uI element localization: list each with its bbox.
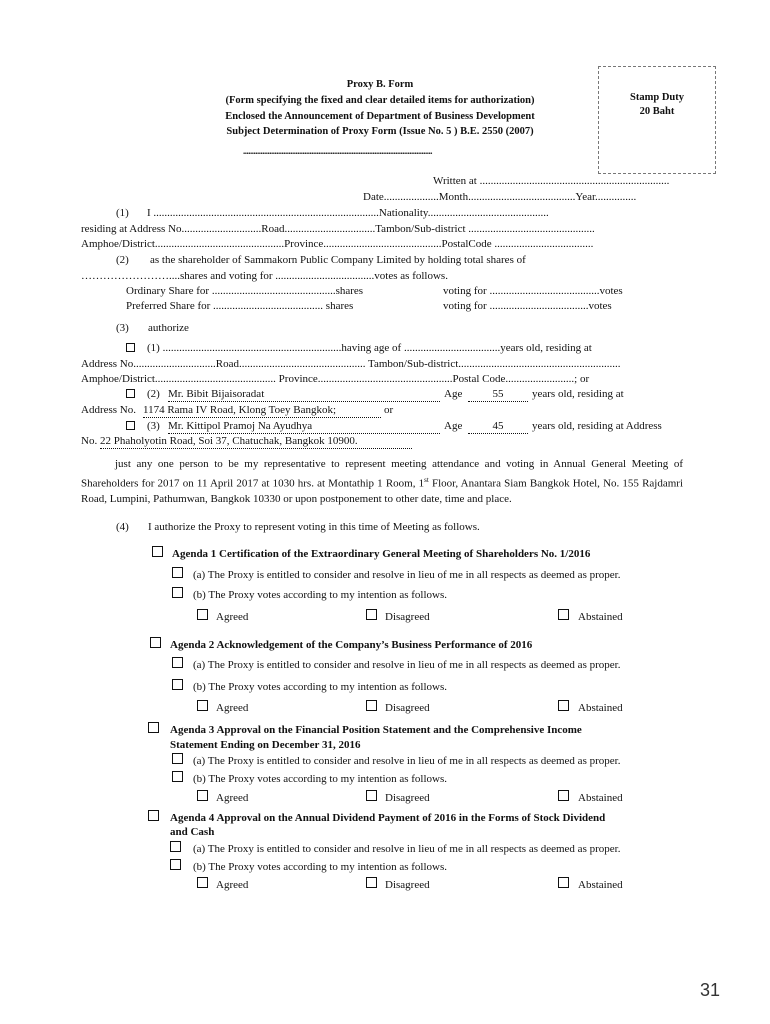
agenda4-disagreed-label: Disagreed [385, 879, 430, 891]
agenda3-option-a-checkbox[interactable] [172, 753, 183, 764]
agenda2-disagreed-checkbox[interactable] [366, 700, 377, 711]
authorize-label: authorize [148, 322, 189, 334]
meeting-paragraph [81, 457, 683, 508]
agenda3-option-a: (a) The Proxy is entitled to consider and resolve in lieu of me in all respects as deemed as proper. [193, 755, 621, 767]
agenda4-title: Agenda 4 Approval on the Annual Dividend Payment of 2016 in the Forms of Stock Dividend [170, 812, 606, 824]
item1-number: (1) [116, 207, 129, 219]
agenda1-checkbox[interactable] [152, 546, 163, 557]
item2-number: (2) [116, 254, 129, 266]
agenda1-disagreed-label: Disagreed [385, 611, 430, 623]
agenda4-checkbox[interactable] [148, 810, 159, 821]
agenda2-disagreed-label: Disagreed [385, 702, 430, 714]
proxy3-address-label: No. [81, 435, 98, 447]
proxy2-age: 55 [468, 387, 528, 402]
agenda2-option-a-checkbox[interactable] [172, 657, 183, 668]
item4-text: I authorize the Proxy to represent voting in this time of Meeting as follows. [148, 521, 480, 533]
item4-number: (4) [116, 521, 129, 533]
agenda3-option-b-checkbox[interactable] [172, 771, 183, 782]
agenda4-disagreed-checkbox[interactable] [366, 877, 377, 888]
agenda4-abstained-label: Abstained [578, 879, 623, 891]
agenda4-title-line2: and Cash [170, 826, 215, 838]
agenda2-checkbox[interactable] [150, 637, 161, 648]
proxy3-age-label: Age [444, 420, 463, 432]
agenda2-abstained-label: Abstained [578, 702, 623, 714]
proxy2-checkbox[interactable] [126, 389, 135, 398]
agenda4-option-b: (b) The Proxy votes according to my intention as follows. [193, 861, 447, 873]
agenda1-agreed-label: Agreed [216, 611, 249, 623]
shareholder-address-field[interactable]: residing at Address No.............................Road.................................Tambon/Sub-district .............................................. [81, 223, 595, 235]
agenda3-disagreed-label: Disagreed [385, 792, 430, 804]
item2-line1: as the shareholder of Sammakorn Public Company Limited by holding total shares of [150, 254, 526, 266]
agenda3-abstained-label: Abstained [578, 792, 623, 804]
agenda3-checkbox[interactable] [148, 722, 159, 733]
ordinary-vote-field[interactable]: voting for ........................................votes [443, 285, 623, 297]
agenda2-abstained-checkbox[interactable] [558, 700, 569, 711]
proxy1-name-field[interactable]: (1) .................................................................having age of ...................................years old, residing at [147, 342, 592, 354]
stamp-duty-box [598, 66, 716, 174]
proxy2-age-suffix: years old, residing at [532, 388, 624, 400]
shareholder-name-field[interactable]: I ..................................................................................Nationality............................................ [147, 207, 549, 219]
proxy1-address-field[interactable]: Address No..............................Road.............................................. Tambon/Sub-district........................................................... [81, 358, 621, 370]
meeting-paragraph-sup: st [424, 475, 429, 484]
stamp-duty-amount: 20 Baht [639, 106, 675, 117]
proxy3-address: 22 Phaholyotin Road, Soi 37, Chatuchak, Bangkok 10900. [100, 434, 412, 449]
proxy1-amphoe-field[interactable]: Amphoe/District............................................ Province.................................................Postal Code.........................; or [81, 373, 590, 385]
form-subtitle: (Form specifying the fixed and clear detailed items for authorization) [225, 95, 535, 106]
meeting-paragraph-text: just any one person to be my representative to represent meeting attendance and voting in Annual General Meeting of Shareholders for 2017 on 11 April 2017 at 1030 hrs. at Montathip 1 Room, 1 [81, 458, 683, 490]
agenda3-abstained-checkbox[interactable] [558, 790, 569, 801]
proxy2-number: (2) [147, 388, 160, 400]
agenda3-title: Agenda 3 Approval on the Financial Position Statement and the Comprehensive Income [170, 724, 582, 736]
agenda2-agreed-label: Agreed [216, 702, 249, 714]
agenda4-agreed-label: Agreed [216, 879, 249, 891]
agenda1-option-b: (b) The Proxy votes according to my intention as follows. [193, 589, 447, 601]
agenda3-agreed-checkbox[interactable] [197, 790, 208, 801]
agenda1-option-a-checkbox[interactable] [172, 567, 183, 578]
agenda4-option-b-checkbox[interactable] [170, 859, 181, 870]
agenda1-abstained-checkbox[interactable] [558, 609, 569, 620]
agenda3-disagreed-checkbox[interactable] [366, 790, 377, 801]
proxy1-checkbox[interactable] [126, 343, 135, 352]
header-rule: ............................................................................................................ [243, 146, 432, 156]
agenda2-option-b: (b) The Proxy votes according to my intention as follows. [193, 681, 447, 693]
agenda4-option-a: (a) The Proxy is entitled to consider and resolve in lieu of me in all respects as deemed as proper. [193, 843, 621, 855]
ordinary-share-field[interactable]: Ordinary Share for .............................................shares [126, 285, 364, 297]
agenda3-title-line2: Statement Ending on December 31, 2016 [170, 739, 361, 751]
written-at-field[interactable]: Written at ..................................................................... [433, 175, 670, 187]
preferred-vote-field[interactable]: voting for ....................................votes [443, 300, 612, 312]
proxy3-number: (3) [147, 420, 160, 432]
proxy2-name: Mr. Bibit Bijaisoradat [168, 387, 440, 402]
agenda1-agreed-checkbox[interactable] [197, 609, 208, 620]
agenda3-agreed-label: Agreed [216, 792, 249, 804]
form-subject: Subject Determination of Proxy Form (Issue No. 5 ) B.E. 2550 (2007) [226, 126, 534, 137]
shareholder-amphoe-field[interactable]: Amphoe/District...............................................Province...........................................PostalCode .................................... [81, 238, 594, 250]
agenda3-option-b: (b) The Proxy votes according to my intention as follows. [193, 773, 447, 785]
agenda2-option-b-checkbox[interactable] [172, 679, 183, 690]
item3-number: (3) [116, 322, 129, 334]
agenda4-abstained-checkbox[interactable] [558, 877, 569, 888]
agenda1-option-a: (a) The Proxy is entitled to consider and resolve in lieu of me in all respects as deemed as proper. [193, 569, 621, 581]
agenda4-option-a-checkbox[interactable] [170, 841, 181, 852]
preferred-share-field[interactable]: Preferred Share for ........................................ shares [126, 300, 354, 312]
form-title: Proxy B. Form [346, 79, 414, 90]
agenda1-abstained-label: Abstained [578, 611, 623, 623]
proxy3-age-suffix: years old, residing at Address [532, 420, 662, 432]
proxy2-address: 1174 Rama IV Road, Klong Toey Bangkok; [143, 403, 381, 418]
proxy2-age-label: Age [444, 388, 463, 400]
form-enclosure: Enclosed the Announcement of Department of Business Development [225, 111, 535, 122]
agenda1-option-b-checkbox[interactable] [172, 587, 183, 598]
item2-total-shares-field[interactable]: ……………………....shares and voting for ....................................votes as follows. [81, 270, 448, 282]
proxy2-or: or [384, 404, 394, 416]
meeting-paragraph-text-end: Floor, Anantara Siam Bangkok Hotel, No. 155 Rajdamri Road, Lumpini, Pathumwan, Bangkok 10330 or upon postponement to other date, time and place. [81, 477, 683, 506]
proxy3-name: Mr. Kittipol Pramoj Na Ayudhya [168, 419, 440, 434]
date-field[interactable]: Date....................Month.......................................Year............... [363, 191, 637, 203]
agenda2-option-a: (a) The Proxy is entitled to consider and resolve in lieu of me in all respects as deemed as proper. [193, 659, 621, 671]
proxy3-checkbox[interactable] [126, 421, 135, 430]
page-number: 31 [700, 980, 721, 1000]
proxy3-age: 45 [468, 419, 528, 434]
agenda2-agreed-checkbox[interactable] [197, 700, 208, 711]
agenda4-agreed-checkbox[interactable] [197, 877, 208, 888]
agenda2-title: Agenda 2 Acknowledgement of the Company’s Business Performance of 2016 [170, 639, 533, 651]
agenda1-disagreed-checkbox[interactable] [366, 609, 377, 620]
proxy2-address-label: Address No. [81, 404, 136, 416]
agenda1-title: Agenda 1 Certification of the Extraordinary General Meeting of Shareholders No. 1/2016 [172, 548, 591, 560]
stamp-duty-label: Stamp Duty [630, 92, 684, 103]
